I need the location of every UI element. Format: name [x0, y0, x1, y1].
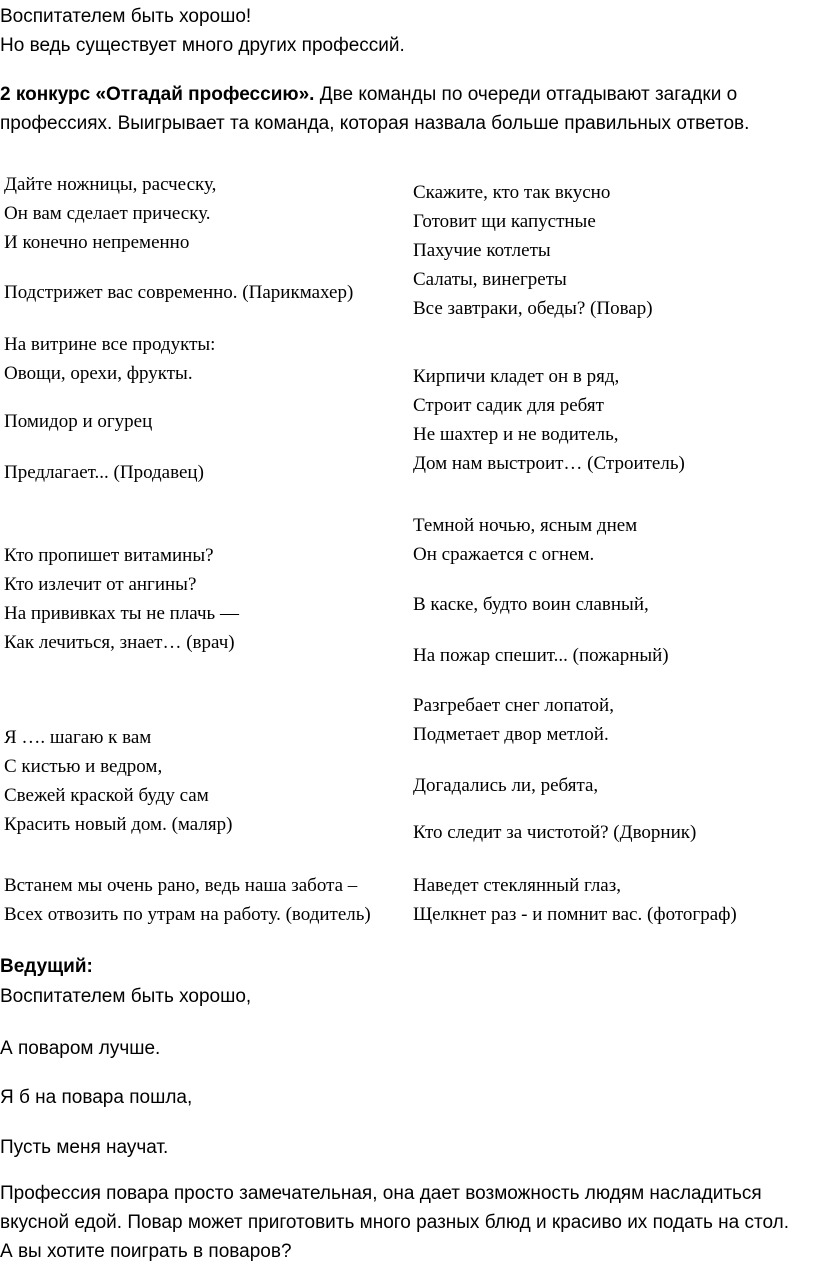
riddle-line: Дом нам выстроит… (Строитель) [413, 453, 685, 474]
riddle-line: Кто излечит от ангины? [4, 574, 197, 595]
riddle-line: Темной ночью, ясным днем [413, 515, 638, 536]
riddle-firefighter-line3 [413, 590, 649, 619]
riddle-line: На витрине все продукты: [4, 334, 216, 355]
riddle-line: Встанем мы очень рано, ведь наша забота – [4, 875, 358, 896]
riddle-doctor [4, 541, 239, 657]
riddle-line: Щелкнет раз - и помнит вас. (фотограф) [413, 904, 737, 925]
intro-line-1: Воспитателем быть хорошо! [0, 6, 252, 27]
riddle-line: Всех отвозить по утрам на работу. (водитель) [4, 904, 371, 925]
riddle-janitor-line3 [413, 771, 598, 800]
riddle-line: Дайте ножницы, расческу, [4, 174, 217, 195]
riddle-seller [4, 330, 215, 388]
riddle-firefighter-answer [413, 641, 669, 670]
riddle-janitor-answer [413, 818, 696, 847]
riddle-line: Салаты, винегреты [413, 269, 567, 290]
riddle-line: Помидор и огурец [4, 411, 153, 432]
riddle-driver [4, 871, 371, 929]
riddle-line: Разгребает снег лопатой, [413, 695, 614, 716]
riddle-line: Он вам сделает прическу. [4, 203, 211, 224]
riddle-line: Все завтраки, обеды? (Повар) [413, 298, 653, 319]
riddle-line: Пахучие котлеты [413, 240, 551, 261]
riddle-line: И конечно непременно [4, 232, 190, 253]
riddle-line: Подметает двор метлой. [413, 724, 609, 745]
riddle-line: Как лечиться, знает… (врач) [4, 632, 235, 653]
riddle-line: С кистью и ведром, [4, 756, 163, 777]
riddle-firefighter [413, 511, 637, 569]
contest-description: Две команды по очереди отгадывают загадки о профессиях. Выигрывает та команда, которая назвала больше правильных ответов. [0, 84, 750, 134]
riddle-line: Он сражается с огнем. [413, 544, 595, 565]
riddle-painter [4, 723, 232, 839]
riddle-line: На прививках ты не плачь — [4, 603, 239, 624]
riddle-hairdresser-answer [4, 278, 353, 307]
contest-paragraph [0, 80, 812, 138]
riddle-seller-line3 [4, 407, 152, 436]
riddle-line: В каске, будто воин славный, [413, 594, 649, 615]
riddle-line: Догадались ли, ребята, [413, 775, 599, 796]
riddle-janitor [413, 691, 614, 749]
riddle-seller-answer [4, 458, 204, 487]
riddle-line: Кто следит за чистотой? (Дворник) [413, 822, 697, 843]
riddle-line: Скажите, кто так вкусно [413, 182, 611, 203]
riddle-line: Наведет стеклянный глаз, [413, 875, 621, 896]
riddle-line: Кирпичи кладет он в ряд, [413, 366, 620, 387]
intro-text [0, 2, 405, 60]
host-line: Воспитателем быть хорошо, [0, 986, 252, 1007]
host-line: Я б на повара пошла, [0, 1087, 193, 1108]
riddle-line: Кто пропишет витамины? [4, 545, 214, 566]
riddle-line: Подстрижет вас современно. (Парикмахер) [4, 282, 354, 303]
riddle-line: На пожар спешит... (пожарный) [413, 645, 669, 666]
riddle-line: Готовит щи капустные [413, 211, 596, 232]
contest-title: 2 конкурс «Отгадай профессию». [0, 84, 315, 105]
riddle-line: Предлагает... (Продавец) [4, 462, 204, 483]
riddle-line: Не шахтер и не водитель, [413, 424, 619, 445]
host-line: А поваром лучше. [0, 1038, 161, 1059]
riddle-builder [413, 362, 685, 478]
riddle-line: Овощи, орехи, фрукты. [4, 363, 193, 384]
host-label: Ведущий: [0, 956, 93, 977]
riddle-cook [413, 178, 653, 323]
intro-line-2: Но ведь существует много других профессий. [0, 35, 405, 56]
riddle-line: Я …. шагаю к вам [4, 727, 152, 748]
riddle-line: Красить новый дом. (маляр) [4, 814, 233, 835]
riddle-hairdresser [4, 170, 216, 257]
host-line: Пусть меня научат. [0, 1137, 169, 1158]
riddle-line: Свежей краской буду сам [4, 785, 209, 806]
host-paragraph: Профессия повара просто замечательная, она дает возможность людям насладиться вкусной едой. Повар может приготовить много разных блюд и красиво их подать на стол. А вы хотите поиграть в поваров? [0, 1183, 789, 1262]
riddle-line: Строит садик для ребят [413, 395, 604, 416]
riddle-photographer [413, 871, 737, 929]
